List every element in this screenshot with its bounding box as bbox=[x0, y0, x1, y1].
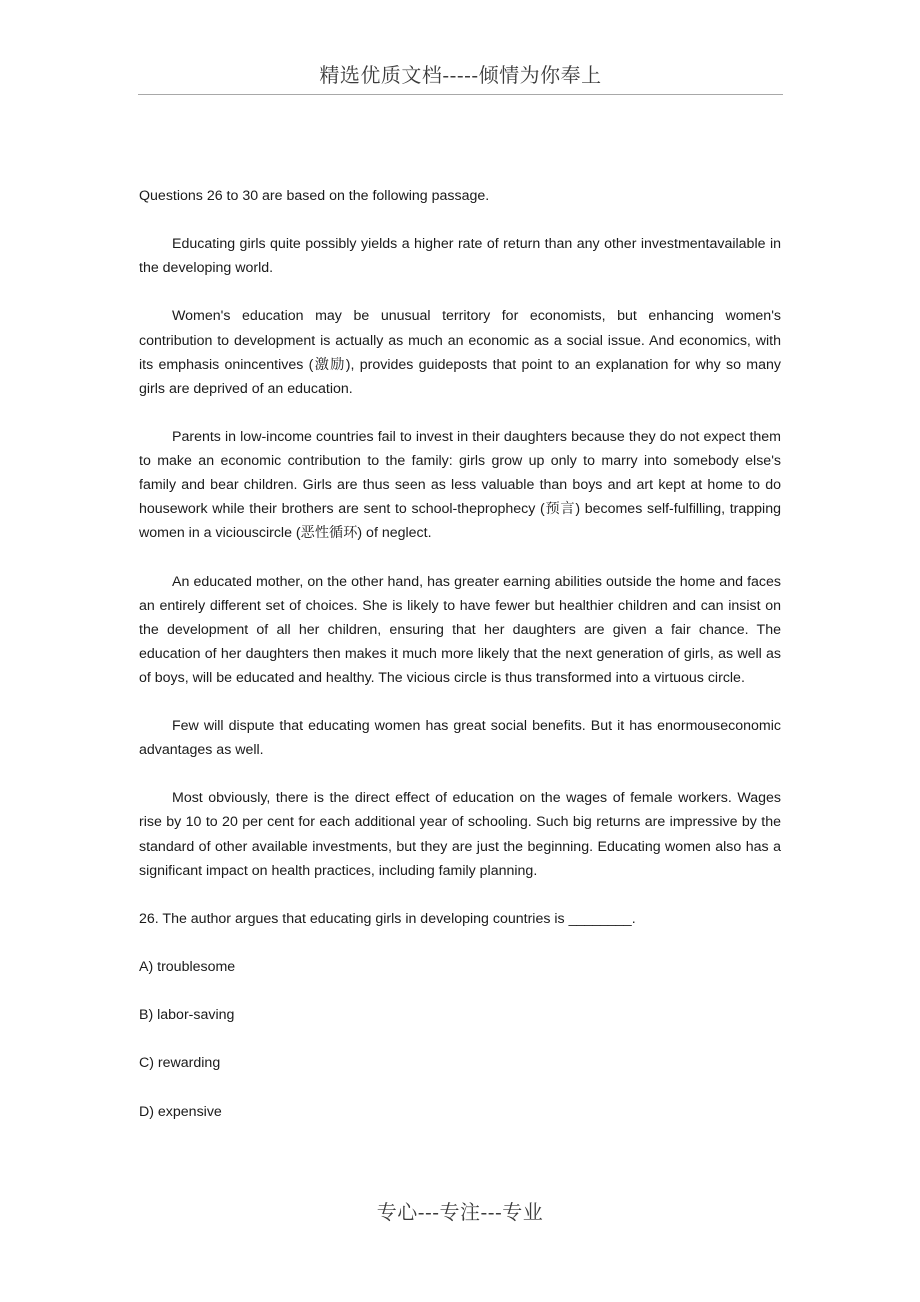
answer-option-b: B) labor-saving bbox=[139, 1007, 235, 1024]
header-text: 精选优质文档-----倾情为你奉上 bbox=[319, 63, 602, 87]
answer-option-c: C) rewarding bbox=[139, 1055, 221, 1072]
document-body bbox=[139, 184, 781, 1148]
passage-paragraph-6: Most obviously, there is the direct effect of education on the wages of female workers. Wages rise by 10 to 20 per cent for each additional year of schooling. Such big returns are impressive by the standard of other available investments, but they are just the beginning. Educating women also has a significant impact on health practices, including family planning. bbox=[139, 790, 781, 879]
answer-option-d: D) expensive bbox=[139, 1103, 222, 1120]
page-header bbox=[138, 62, 783, 95]
footer-text: 专心---专注---专业 bbox=[376, 1200, 544, 1224]
passage-intro: Questions 26 to 30 are based on the following passage. bbox=[139, 188, 490, 204]
passage-paragraph-3: Parents in low-income countries fail to invest in their daughters because they do not expect them to make an economic contribution to the family: girls grow up only to marry into somebody else's family and bear children. Girls are thus seen as less valuable than boys and art kept at home to do housework while their brothers are sent to school-theprophecy (预言) becomes self-fulfilling, trapping women in a viciouscircle (恶性循环) of neglect. bbox=[139, 428, 781, 542]
passage-paragraph-4: An educated mother, on the other hand, has greater earning abilities outside the home and faces an entirely different set of choices. She is likely to have fewer but healthier children and can insist on the development of all her children, ensuring that her daughters are given a fair chance. The education of her daughters then makes it much more likely that the next generation of girls, as well as of boys, will be educated and healthy. The vicious circle is thus transformed into a virtuous circle. bbox=[139, 573, 781, 686]
answer-option-a: A) troublesome bbox=[139, 959, 236, 975]
passage-paragraph-5: Few will dispute that educating women has great social benefits. But it has enormouseconomic advantages as well. bbox=[139, 718, 781, 759]
passage-paragraph-2: Women's education may be unusual territory for economists, but enhancing women's contribution to development is actually as much an economic as a social issue. And economics, with its emphasis onincentives (激励), provides guideposts that point to an explanation for why so many girls are deprived of an education. bbox=[139, 308, 781, 397]
passage-paragraph-1: Educating girls quite possibly yields a higher rate of return than any other investmentavailable in the developing world. bbox=[139, 236, 781, 277]
question-stem: 26. The author argues that educating girls in developing countries is ________. bbox=[139, 910, 636, 927]
page-footer bbox=[0, 1196, 920, 1225]
